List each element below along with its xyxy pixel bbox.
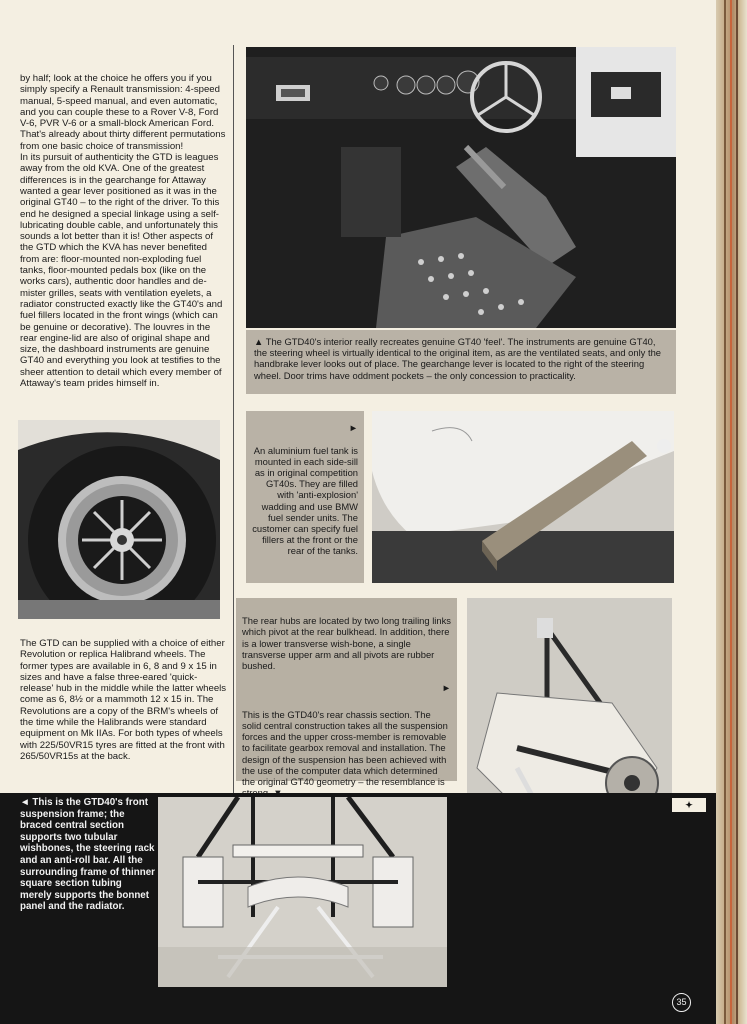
body-text-wheels: The GTD can be supplied with a choice of either Revolution or replica Halibrand wheels. The former types are available in 6, 8 and 9 x 15 in sizes and have a false three-eared 'quick-release' hub in the middle while the latter wheels come as 6, 8½ or a mammoth 12 x 15 in. The Revolutions are a copy of the BRM's wheels of the time while the Halibrands were standard equipment on Mk IIAs. For both types of wheels with 225/50VR15 tyres are fitted at the front with 265/50VR15s at the back. <box>20 638 227 762</box>
column-divider <box>233 45 234 793</box>
caption-front-suspension: ◄ This is the GTD40's front suspension frame; the braced central section supports two tubular wishbones, the steering rack and an anti-roll bar. All the surrounding frame of thinner square section tubing merely supports the bonnet panel and the radiator. <box>20 797 155 913</box>
page-number: 35 <box>672 993 691 1012</box>
magazine-logo: ✦ <box>672 798 706 812</box>
caption-fuel-tank <box>246 411 364 583</box>
binding-line <box>736 0 738 1024</box>
fuel-tank-photo <box>372 411 674 583</box>
binding-edge <box>716 0 747 1024</box>
front-suspension-photo <box>158 797 447 987</box>
caption-rear-text-2: This is the GTD40's rear chassis section. The solid central construction takes all the suspension forces and the upper cross-member is removable to facilitate gearbox removal and installation. The design of the suspension has been achieved with the use of the computer data which determined the original GT40 geometry – the resemblance is <box>242 708 448 788</box>
binding-line <box>724 0 726 1024</box>
caption-rear-arrow: ► <box>441 682 451 694</box>
caption-interior: ▲ The GTD40's interior really recreates genuine GT40 'feel'. The instruments are genuine GT40, the steering wheel is virtually identical to the original item, as are the ventilated seats, and only the handbrake lever looks out of place. The gearchange lever is located to the right of the steering wheel. Door trims have oddment pockets – the only concession to practicality. <box>246 330 676 394</box>
caption-rear-text-1: The rear hubs are located by two long trailing links which pivot at the rear bulkhead. In addition, there is a lower transverse wish-bone, a single transverse upper arm and all pivots are rubber bushed. <box>242 615 451 672</box>
wheel-photo <box>18 420 220 619</box>
caption-arrow: ► <box>348 422 358 434</box>
caption-fuel-text: An aluminium fuel tank is mounted in each side-sill as in original competition GT40s. They are filled with 'anti-explosion' wadding and use BMW fuel sender units. The customer can specify fuel fillers at the front or the rear of the tanks. <box>252 444 358 557</box>
binding-line <box>730 0 732 1024</box>
caption-rear-chassis <box>236 598 457 788</box>
interior-photo <box>246 47 676 328</box>
body-text-top: by half; look at the choice he offers you if you simply specify a Renault transmission: 4-speed manual, 5-speed manual, and even automatic, and you can couple these to a Rover V-8, Ford V-6, PVR V-6 or a small-block American Ford. That's already about thirty different permutations from one basic choice of transmission! In its pursuit of authenticity the GTD is leagues away from the old KVA. One of the greatest differences is in the gearchange for Attaway wanted a gear lever positioned as it was in the original GT40 – to the right of the driver. To this end he designed a special linkage using a self-lubricating double cable, and unfortunately this sounds a lot better than it is! Other aspects of the GTD which the KVA has never benefited from are: floor-mounted non-exploding fuel tanks, floor-mounted pedals box (like on the works cars), authentic door handles and de-mister grilles, seats with ventilation eyelets, a radiator constructed exactly like the GT40's and fuel fillers located in the front wings (which can be genuine or decorative). The louvres in the rear engine-lid are also of original shape and size, the dashboard instruments are genuine GT40 and everything you look at testifies to the sheer attention to detail which every member of Attaway's team prides himself in. <box>20 73 226 390</box>
